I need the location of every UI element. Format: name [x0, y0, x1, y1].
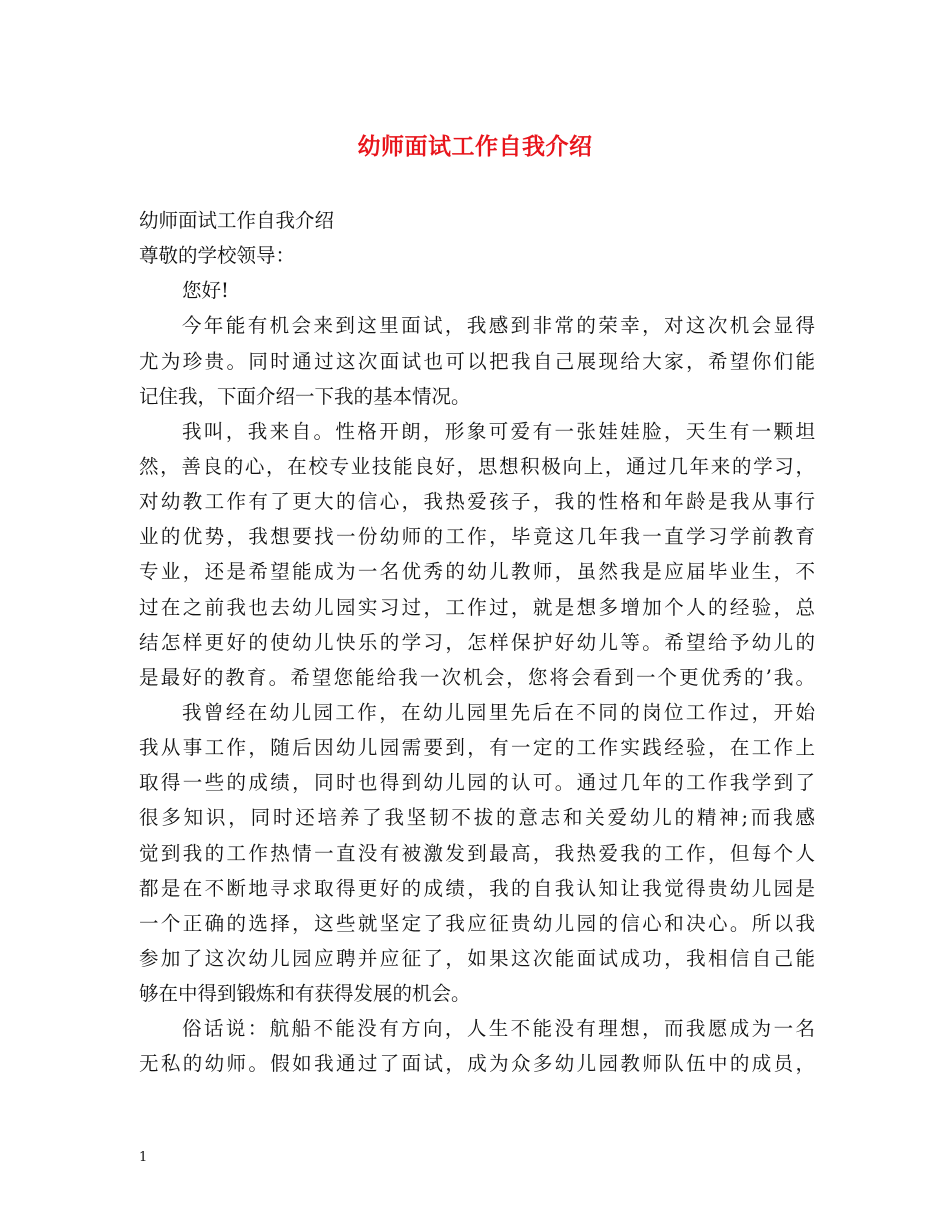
paragraph-line: 都是在不断地寻求取得更好的成绩，我的自我认知让我觉得贵幼儿园是 — [139, 876, 815, 900]
paragraph-line: 业的优势，我想要找一份幼师的工作，毕竟这几年我一直学习学前教育 — [139, 525, 815, 549]
paragraph-line: 觉到我的工作热情一直没有被激发到最高，我热爱我的工作，但每个人 — [139, 841, 815, 865]
paragraph-line: 我叫，我来自。性格开朗，形象可爱有一张娃娃脸，天生有一颗坦 — [182, 419, 815, 443]
paragraph-line: 记住我，下面介绍一下我的基本情况。 — [139, 384, 471, 408]
paragraph-line: 参加了这次幼儿园应聘并应征了，如果这次能面试成功，我相信自己能 — [139, 946, 815, 970]
paragraph-line: 结怎样更好的使幼儿快乐的学习，怎样保护好幼儿等。希望给予幼儿的 — [139, 630, 815, 654]
paragraph-line: 无私的幼师。假如我通过了面试，成为众多幼儿园教师队伍中的成员， — [139, 1052, 815, 1076]
page-number: 1 — [139, 1150, 148, 1165]
paragraph-line: 尤为珍贵。同时通过这次面试也可以把我自己展现给大家，希望你们能 — [139, 349, 815, 373]
paragraph-line: 很多知识，同时还培养了我坚韧不拔的意志和关爱幼儿的精神;而我感 — [139, 806, 815, 830]
paragraph-line: 我曾经在幼儿园工作，在幼儿园里先后在不同的岗位工作过，开始 — [182, 700, 815, 724]
paragraph-line: 够在中得到锻炼和有获得发展的机会。 — [139, 982, 471, 1006]
paragraph-line: 过在之前我也去幼儿园实习过，工作过，就是想多增加个人的经验，总 — [139, 595, 815, 619]
paragraph-line: 一个正确的选择，这些就坚定了我应征贵幼儿园的信心和决心。所以我 — [139, 911, 815, 935]
paragraph-line: 我从事工作，随后因幼儿园需要到，有一定的工作实践经验，在工作上 — [139, 736, 815, 760]
paragraph-line: 取得一些的成绩，同时也得到幼儿园的认可。通过几年的工作我学到了 — [139, 771, 815, 795]
paragraph-line: 是最好的教育。希望您能给我一次机会，您将会看到一个更优秀的’我。 — [139, 665, 815, 689]
paragraph-line: 俗话说：航船不能没有方向，人生不能没有理想，而我愿成为一名 — [182, 1017, 815, 1041]
document-title: 幼师面试工作自我介绍 — [357, 133, 593, 160]
paragraph-line: 专业，还是希望能成为一名优秀的幼儿教师，虽然我是应届毕业生，不 — [139, 560, 815, 584]
paragraph-line: 对幼教工作有了更大的信心，我热爱孩子，我的性格和年龄是我从事行 — [139, 490, 815, 514]
document-body — [139, 203, 815, 1082]
salutation-line: 尊敬的学校领导： — [139, 244, 296, 268]
paragraph-line: 今年能有机会来到这里面试，我感到非常的荣幸，对这次机会显得 — [182, 314, 815, 338]
paragraph-line: 然，善良的心，在校专业技能良好，思想积极向上，通过几年来的学习， — [139, 454, 815, 478]
heading-line: 幼师面试工作自我介绍 — [139, 209, 335, 232]
greeting-line: 您好! — [182, 279, 229, 303]
